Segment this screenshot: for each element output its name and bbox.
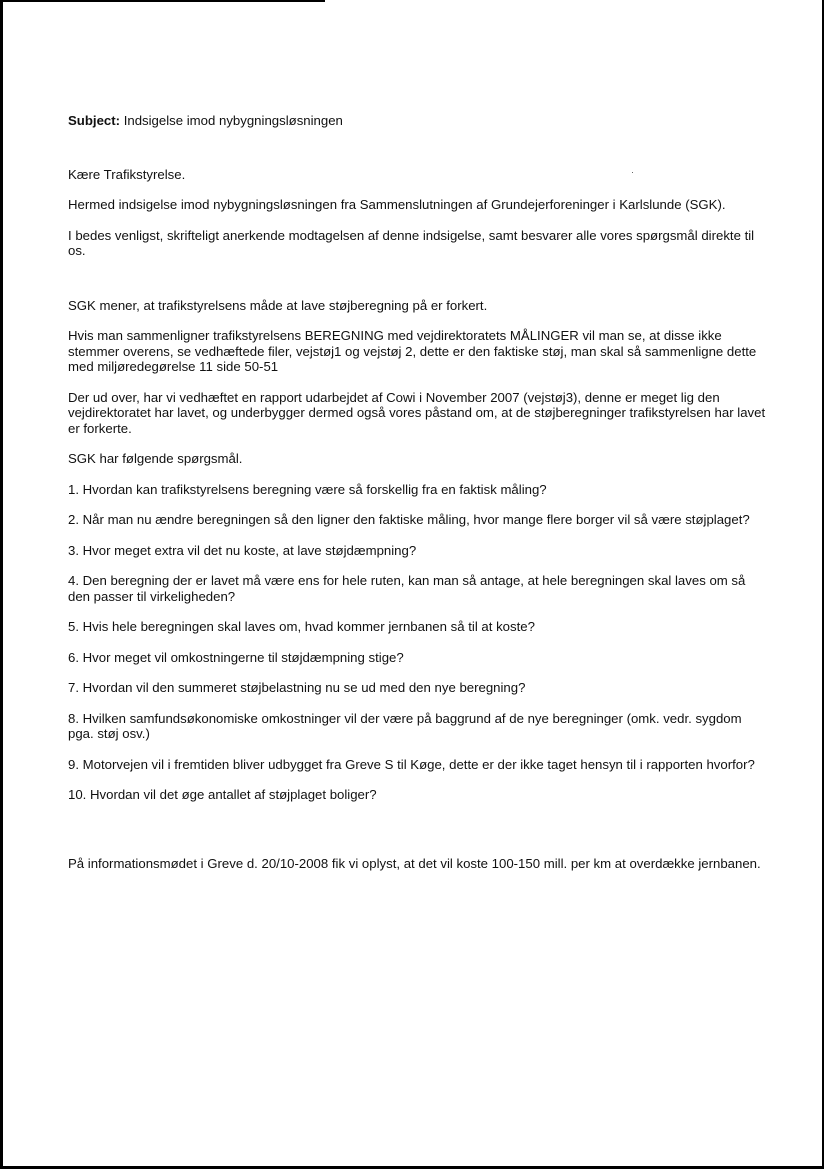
question-10: 10. Hvordan vil det øge antallet af støjplaget boliger? (68, 787, 377, 802)
subject-label: Subject: (68, 113, 121, 128)
paragraph-questions-intro: SGK har følgende spørgsmål. (68, 451, 243, 466)
subject-text: Indsigelse imod nybygningsløsningen (123, 113, 343, 128)
paragraph-cowi-report: Der ud over, har vi vedhæftet en rapport udarbejdet af Cowi i November 2007 (vejstøj3), denne er meget lig den vejdirektoratet har lavet, og underbygger dermed også vores påstand om, at de støjberegninger trafikstyrelsen har lavet er forkerte. (68, 389, 766, 436)
closing-paragraph: På informationsmødet i Greve d. 20/10-2008 fik vi oplyst, at det vil koste 100-150 mill. per km at overdække jernbanen. (68, 855, 761, 871)
question-3: 3. Hvor meget extra vil det nu koste, at lave støjdæmpning? (68, 542, 417, 558)
question-5: 5. Hvis hele beregningen skal laves om, hvad kommer jernbanen så til at koste? (68, 619, 535, 634)
question-9: 9. Motorvejen vil i fremtiden bliver udbygget fra Greve S til Køge, dette er der ikke taget hensyn til i rapporten hvorfor? (68, 756, 755, 772)
paragraph-claim: SGK mener, at trafikstyrelsens måde at lave støjberegning på er forkert. (68, 297, 488, 313)
paragraph-comparison: Hvis man sammenligner trafikstyrelsens BEREGNING med vejdirektoratets MÅLINGER vil man se, at disse ikke stemmer overens, se vedhæftede filer, vejstøj1 og vejstøj 2, dette er den faktiske støj, man skal så sammenligne dette med miljøredegørelse 11 side 50-51 (68, 328, 757, 374)
letter-body (68, 113, 768, 871)
greeting: Kære Trafikstyrelse. (68, 166, 186, 182)
question-8: 8. Hvilken samfundsøkonomiske omkostninger vil der være på baggrund af de nye beregninger (omk. vedr. sygdom pga. støj osv.) (68, 710, 742, 741)
subject-line (68, 113, 768, 129)
paragraph-request: I bedes venligst, skrifteligt anerkende modtagelsen af denne indsigelse, samt besvarer alle vores spørgsmål direkte til os. (68, 227, 755, 258)
scan-edge-line (3, 0, 325, 2)
question-6: 6. Hvor meget vil omkostningerne til støjdæmpning stige? (68, 649, 404, 665)
question-7: 7. Hvordan vil den summeret støjbelastning nu se ud med den nye beregning? (68, 680, 526, 695)
question-1: 1. Hvordan kan trafikstyrelsens beregning være så forskellig fra en faktisk måling? (68, 481, 547, 497)
paragraph-intro: Hermed indsigelse imod nybygningsløsningen fra Sammenslutningen af Grundejerforeninger i Karlslunde (SGK). (68, 197, 726, 212)
question-4: 4. Den beregning der er lavet må være ens for hele ruten, kan man så antage, at hele beregningen skal laves om så den passer til virkeligheden? (68, 573, 746, 604)
question-2: 2. Når man nu ændre beregningen så den ligner den faktiske måling, hvor mange flere borger vil så være støjplaget? (68, 512, 750, 527)
